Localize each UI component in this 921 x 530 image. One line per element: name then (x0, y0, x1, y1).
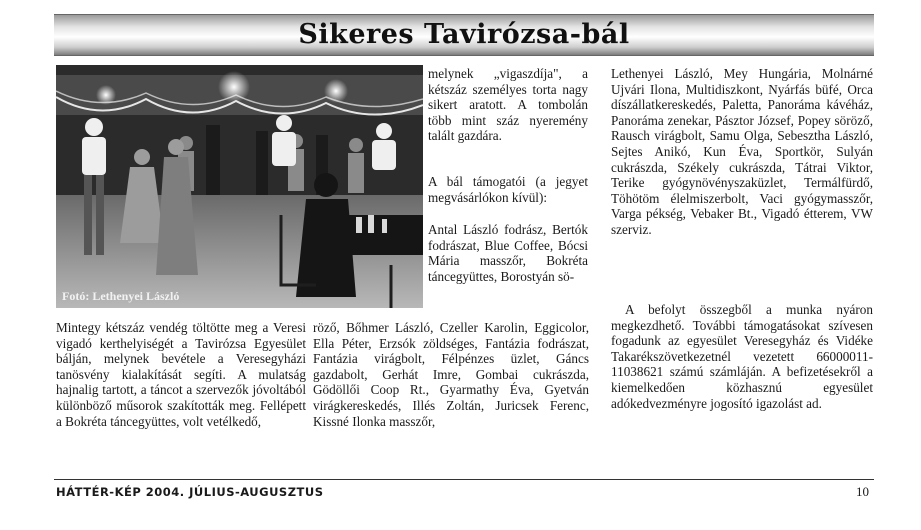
footer-divider (54, 479, 874, 480)
photo-illustration (56, 65, 423, 308)
page-number: 10 (856, 484, 869, 499)
sponsor-list-end: Lethenyei László, Mey Hungária, Molnárné Ujvári Ilona, Multidiszkont, Nyárfás büfé, Orca díszállatkereskedés, Paletta, Panoráma kávéház, Panoráma zenekar, Pásztor József, Popey söröző, Rausch virágbolt, Samu Olga, Sebesztha László, Sejtes Anikó, Kun Éva, Sportkör, Sulyán cukrászda, Székely cukrászda, Tátrai Viktor, Terike gyógynövényszaküzlet, Termálfürdő, Töhötöm élelmiszerbolt, Vaci gyógymasszőr, Varga pékség, Vebaker Bt., Vigadó étterem, VW szerviz. (611, 66, 873, 237)
dance-photo (56, 65, 423, 308)
sponsor-list-continued: röző, Bőhmer László, Czeller Karolin, Eggicolor, Ella Péter, Erzsók zöldséges, Fantázia fodrászat, Fantázia virágbolt, Félpénzes üzlet, Gáncs gazdabolt, Gerhát Imre, Gombai cukrászda, Gödöllői Coop Rt., Gyarmathy Éva, Gyetván virágkereskedés, Illés Zoltán, Juricsek Ferenc, Kissné Ilonka masszőr, (313, 320, 589, 429)
article-title: Sikeres Tavirózsa-bál (298, 19, 630, 50)
publication-footer: HÁTTÉR-KÉP 2004. JÚLIUS-AUGUSZTUS (56, 485, 324, 499)
closing-paragraph: A befolyt összegből a munka nyáron megkezdhető. További támogatásokat szívesen fogadunk az egyesület Veresegyház és Vidéke Takarékszövetkezetnél vezetett 66000011-11038621 számú számláján. A befizetésekről a kiemelkedően közhasznú egyesület adókedvezményre jogosító igazolást ad. (611, 302, 873, 411)
sponsors-heading: A bál támogatói (a jegyet megvásárlókon kívül): (428, 174, 588, 205)
sponsor-list-start: Antal László fodrász, Bertók fodrászat, Blue Coffee, Bócsi Mária masszőr, Bokréta táncegyüttes, Borostyán sö- (428, 222, 588, 284)
column2-paragraph: melynek „vigaszdíja", a kétszáz személyes torta nagy sikert aratott. A tombolán több mint száz nyeremény talált gazdára. (428, 66, 588, 144)
intro-paragraph: Mintegy kétszáz vendég töltötte meg a Veresi vigadó kerthelyiségét a Tavirózsa Egyesület bálján, melynek bevétele a Veresegyházi tanösvény kialakítását segíti. A mulatság hajnalig tartott, a táncot a szervezők jóvoltából különböző műsorok szakították meg. Fellépett a Bokréta táncegyüttes, volt vetélkedő, (56, 320, 306, 429)
photo-credit: Fotó: Lethenyei László (62, 289, 180, 303)
headline-band (54, 14, 874, 56)
